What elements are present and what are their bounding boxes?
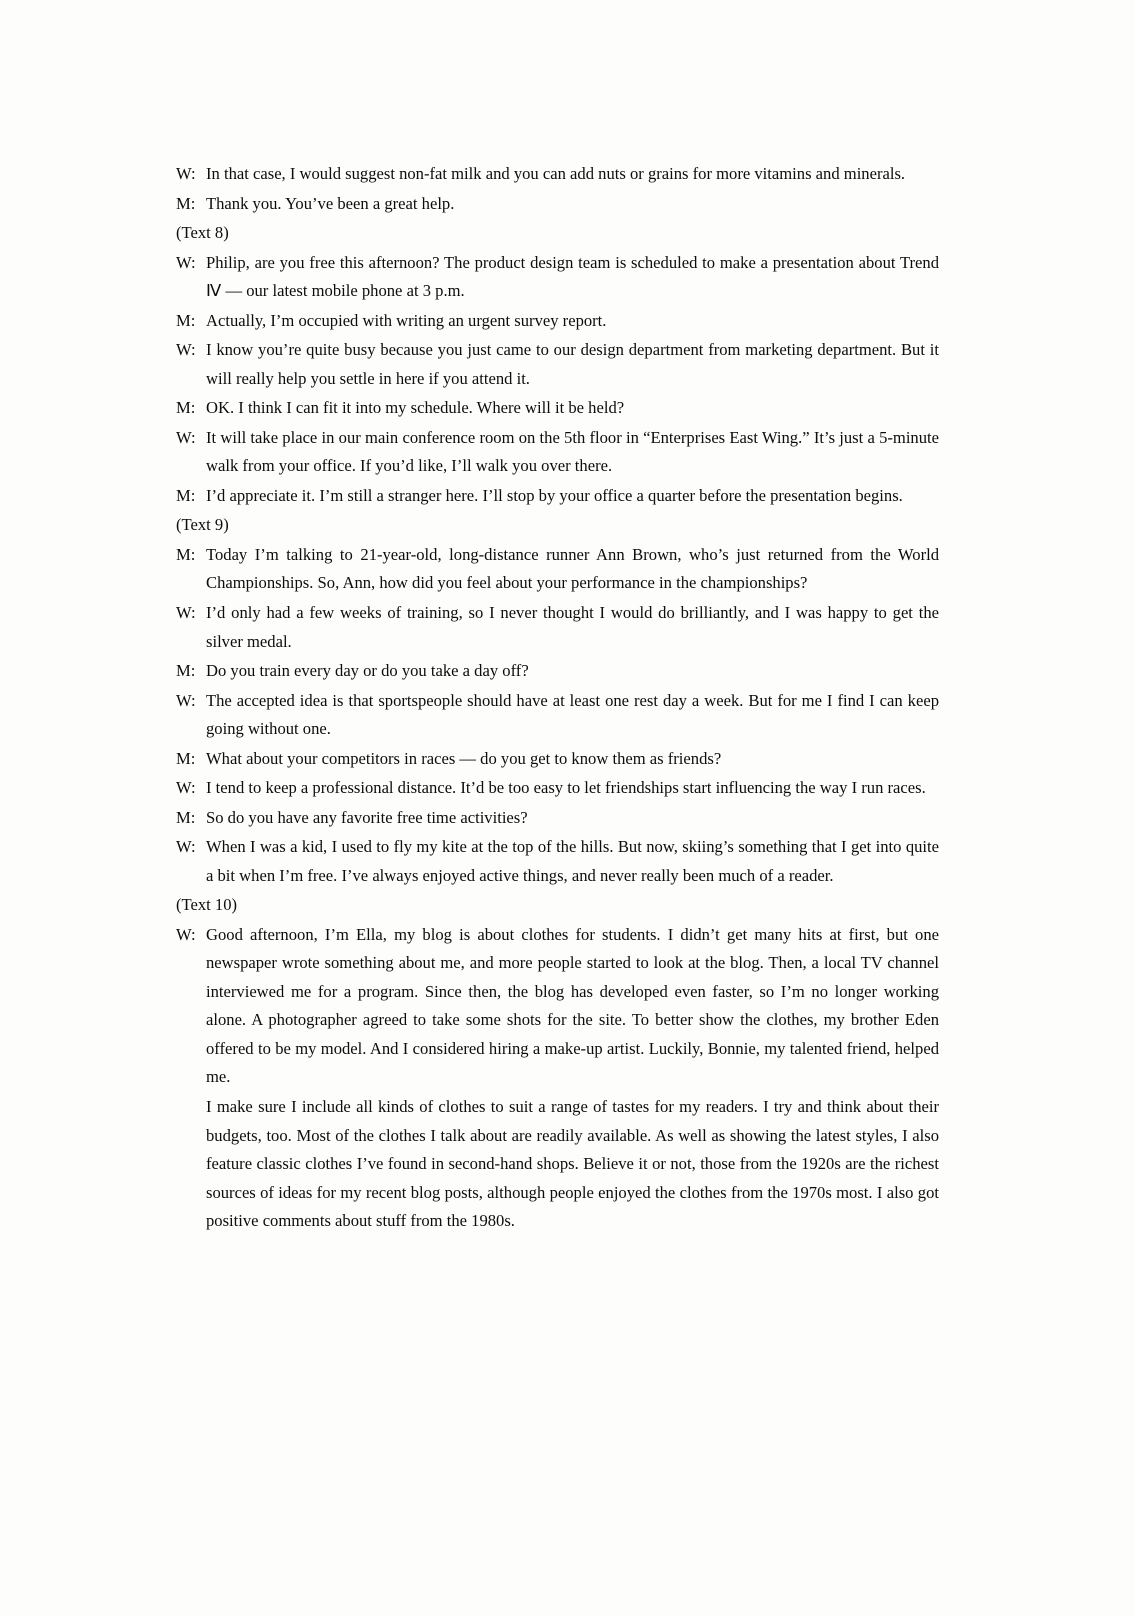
section-label-text-9: (Text 9) xyxy=(176,515,229,535)
utterance-text: Do you train every day or do you take a day off? xyxy=(206,661,529,681)
utterance-text: Today I’m talking to 21-year-old, long-distance runner Ann Brown, who’s just returned from the World Championships. So, Ann, how did you feel about your performance in the championships? xyxy=(206,544,939,593)
utterance-text: Good afternoon, I’m Ella, my blog is about clothes for students. I didn’t get many hits at first, but one newspaper wrote something about me, and more people started to look at the blog. Then, a local TV channel interviewed me for a program. Since then, the blog has developed even faster, so I’m no longer working alone. A photographer agreed to take some shots for the site. To better show the clothes, my brother Eden offered to be my model. And I considered hiring a make-up artist. Luckily, Bonnie, my talented friend, helped me. xyxy=(206,924,939,1087)
speaker-label: W: xyxy=(176,602,196,622)
dialogue-line xyxy=(176,249,939,306)
utterance-text: Philip, are you free this afternoon? The product design team is scheduled to make a presentation about Trend Ⅳ — our latest mobile phone at 3 p.m. xyxy=(206,252,939,301)
dialogue-line xyxy=(176,774,939,803)
speaker-label: W: xyxy=(176,924,196,944)
utterance-text: OK. I think I can fit it into my schedule. Where will it be held? xyxy=(206,398,625,418)
utterance-text: Actually, I’m occupied with writing an urgent survey report. xyxy=(206,310,607,330)
monologue-paragraph: I make sure I include all kinds of clothes to suit a range of tastes for my readers. I try and think about their budgets, too. Most of the clothes I talk about are readily available. As well as showing the latest styles, I also feature classic clothes I’ve found in second-hand shops. Believe it or not, those from the 1920s are the richest sources of ideas for my recent blog posts, although people enjoyed the clothes from the 1970s most. I also got positive comments about stuff from the 1980s. xyxy=(206,1097,939,1231)
speaker-label: M: xyxy=(176,661,196,681)
dialogue-line xyxy=(176,336,939,393)
dialogue-line xyxy=(176,160,939,189)
dialogue-line xyxy=(176,424,939,481)
dialogue-line xyxy=(176,687,939,744)
speaker-label: W: xyxy=(176,837,196,857)
dialogue-line xyxy=(176,394,939,423)
speaker-label: M: xyxy=(176,193,196,213)
dialogue-line xyxy=(176,921,939,1092)
utterance-text: I’d only had a few weeks of training, so I never thought I would do brilliantly, and I was happy to get the silver medal. xyxy=(206,602,939,651)
dialogue-line xyxy=(176,482,939,511)
speaker-label: M: xyxy=(176,748,196,768)
section-label-text-10: (Text 10) xyxy=(176,895,238,915)
dialogue-line xyxy=(176,804,939,833)
dialogue-line xyxy=(176,745,939,774)
speaker-label: M: xyxy=(176,310,196,330)
speaker-label: W: xyxy=(176,340,196,360)
speaker-label: M: xyxy=(176,398,196,418)
dialogue-line xyxy=(176,190,939,219)
speaker-label: W: xyxy=(176,252,196,272)
speaker-label: M: xyxy=(176,544,196,564)
speaker-label: W: xyxy=(176,690,196,710)
transcript-body xyxy=(176,160,939,1236)
speaker-label: W: xyxy=(176,427,196,447)
utterance-text: Thank you. You’ve been a great help. xyxy=(206,193,455,213)
utterance-text: I’d appreciate it. I’m still a stranger here. I’ll stop by your office a quarter before the presentation begins. xyxy=(206,485,903,505)
speaker-label: M: xyxy=(176,485,196,505)
dialogue-line xyxy=(176,657,939,686)
section-label-text-8: (Text 8) xyxy=(176,223,229,243)
dialogue-line xyxy=(176,541,939,598)
speaker-label: W: xyxy=(176,164,196,183)
speaker-label: M: xyxy=(176,807,196,827)
utterance-text: The accepted idea is that sportspeople should have at least one rest day a week. But for me I find I can keep going without one. xyxy=(206,690,939,739)
utterance-text: So do you have any favorite free time activities? xyxy=(206,807,528,827)
utterance-text: I know you’re quite busy because you just came to our design department from marketing department. But it will really help you settle in here if you attend it. xyxy=(206,340,939,388)
dialogue-line xyxy=(176,833,939,890)
utterance-text: I tend to keep a professional distance. It’d be too easy to let friendships start influencing the way I run races. xyxy=(206,778,926,798)
speaker-label: W: xyxy=(176,778,196,798)
utterance-text: What about your competitors in races — do you get to know them as friends? xyxy=(206,748,722,768)
dialogue-line xyxy=(176,307,939,336)
utterance-text: When I was a kid, I used to fly my kite at the top of the hills. But now, skiing’s something that I get into quite a bit when I’m free. I’ve always enjoyed active things, and never really been much of a reader. xyxy=(206,837,939,885)
dialogue-line xyxy=(176,599,939,656)
utterance-text: It will take place in our main conference room on the 5th floor in “Enterprises East Wing.” It’s just a 5-minute walk from your office. If you’d like, I’ll walk you over there. xyxy=(206,427,939,476)
utterance-text: In that case, I would suggest non-fat milk and you can add nuts or grains for more vitamins and minerals. xyxy=(206,164,906,183)
